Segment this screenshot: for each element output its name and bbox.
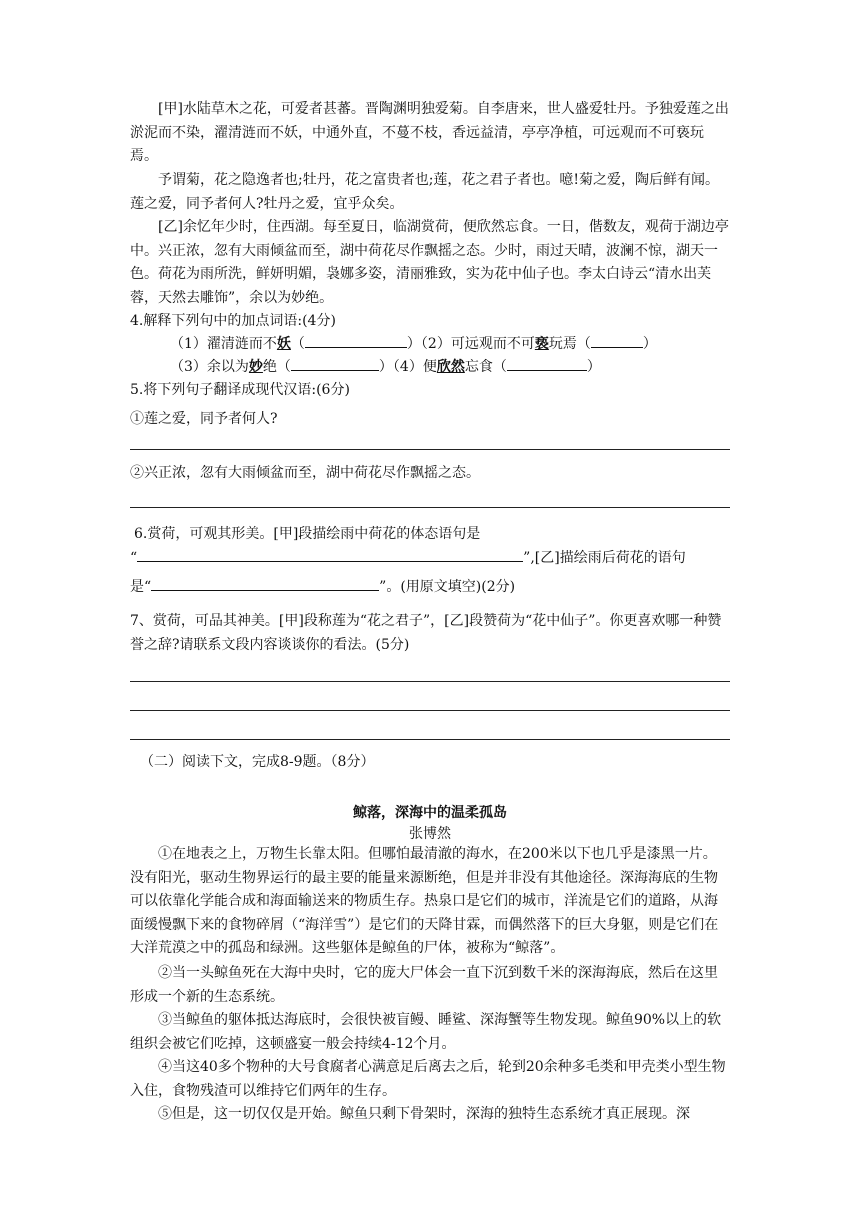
q4-item-1-open-paren: （ bbox=[290, 336, 305, 352]
q4-item-3-blank[interactable] bbox=[291, 370, 379, 371]
q4-item-3-prefix: （3）余以为 bbox=[170, 359, 249, 375]
q6-blank-2[interactable] bbox=[151, 590, 379, 591]
section-2-heading: （二）阅读下文，完成8-9题。（8分） bbox=[140, 754, 375, 770]
q4-item-2-prefix: （2）可远观而不可 bbox=[420, 336, 535, 352]
article-paragraph-2: ②当一头鲸鱼死在大海中央时，它的庞大尸体会一直下沉到数千米的深海海底，然后在这里形成一个新的生态系统。 bbox=[130, 965, 718, 1005]
question-6-line-2 bbox=[130, 547, 730, 571]
question-6-line-3 bbox=[130, 576, 730, 600]
question-4-stem: 4.解释下列句中的加点词语:(4分) bbox=[130, 313, 336, 329]
question-7-text: 7、赏荷，可品其神美。[甲]段称莲为“花之君子”，[乙]段赞荷为“花中仙子”。你更喜欢哪一种赞誉之辞?请联系文段内容谈谈你的看法。(5分) bbox=[130, 613, 722, 653]
q4-item-4-keyword: 欣然 bbox=[436, 359, 465, 375]
q4-item-2-suffix: 玩焉（ bbox=[548, 336, 591, 352]
answer-line-q7-1[interactable] bbox=[130, 681, 730, 682]
article-paragraph-1: ①在地表之上，万物生长靠太阳。但哪怕最清澈的海水，在200米以下也几乎是漆黑一片。没有阳光，驱动生物界运行的最主要的能量来源断绝，但是并非没有其他途径。深海海底的生物可以依靠化学能合成和海面输送来的物质生存。热泉口是它们的城市，洋流是它们的道路，从海面缓慢飘下来的食物碎屑（“海洋雪”）是它们的天降甘霖，而偶然落下的巨大身躯，则是它们在大洋荒漠之中的孤岛和绿洲。这些躯体是鲸鱼的尸体，被称为“鲸落”。 bbox=[130, 846, 719, 956]
q6-blank-1[interactable] bbox=[137, 561, 523, 562]
q6-mid-text: ”,[乙]描绘雨后荷花的语句 bbox=[523, 550, 686, 566]
answer-line-q7-2[interactable] bbox=[130, 710, 730, 711]
article-paragraph-5: ⑤但是，这一切仅仅是开始。鲸鱼只剩下骨架时，深海的独特生态系统才真正展现。深 bbox=[158, 1106, 690, 1122]
passage-b-paragraph-1: [乙]余忆年少时，住西湖。每至夏日，临湖赏荷，便欣然忘食。一日，偕数友，观荷于湖边亭中。兴正浓，忽有大雨倾盆而至，湖中荷花尽作飘摇之态。少时，雨过天晴，波澜不惊，湖天一色。荷花为雨所洗，鲜妍明媚，袅娜多姿，清丽雅致，实为花中仙子也。李太白诗云“清水出芙蓉，天然去雕饰”，余以为妙绝。 bbox=[130, 219, 729, 306]
q4-item-1-close-paren: ） bbox=[406, 336, 421, 352]
q4-item-1-blank[interactable] bbox=[305, 347, 407, 348]
question-5-stem: 5.将下列句子翻译成现代汉语:(6分) bbox=[130, 382, 350, 398]
q4-item-4-prefix: ）（4）便 bbox=[378, 359, 437, 375]
article-paragraph-3: ③当鲸鱼的躯体抵达海底时，会很快被盲鳗、睡鲨、深海蟹等生物发现。鲸鱼90%以上的软组织会被它们吃掉，这顿盛宴一般会持续4-12个月。 bbox=[130, 1012, 722, 1052]
q4-item-3-keyword: 妙 bbox=[248, 359, 263, 375]
q6-open-quote: “ bbox=[130, 550, 138, 566]
q4-item-2-keyword: 亵 bbox=[534, 336, 549, 352]
question-4-items-row-2 bbox=[170, 356, 730, 380]
question-6-line-1: 6.赏荷，可观其形美。[甲]段描绘雨中荷花的体态语句是 bbox=[134, 526, 481, 542]
q4-item-2-close: ） bbox=[642, 336, 657, 352]
answer-line-q5-2[interactable] bbox=[130, 507, 730, 508]
q6-line-3-suffix: ”。(用原文填空)(2分) bbox=[379, 579, 516, 595]
passage-a-paragraph-2: 予谓菊，花之隐逸者也;牡丹，花之富贵者也;莲，花之君子者也。噫!菊之爱，陶后鲜有闻。莲之爱，同予者何人?牡丹之爱，宜乎众矣。 bbox=[130, 172, 720, 212]
q6-line-3-prefix: 是“ bbox=[130, 579, 152, 595]
question-4-items-row-1 bbox=[170, 333, 730, 357]
question-5-sentence-1: ①莲之爱，同予者何人? bbox=[130, 411, 278, 427]
question-5-sentence-2: ②兴正浓，忽有大雨倾盆而至，湖中荷花尽作飘摇之态。 bbox=[130, 465, 480, 481]
q4-item-1-keyword: 妖 bbox=[276, 336, 291, 352]
q4-item-3-mid: 绝（ bbox=[262, 359, 291, 375]
q4-item-4-mid: 忘食（ bbox=[464, 359, 507, 375]
q4-item-4-blank[interactable] bbox=[507, 370, 587, 371]
passage-a-paragraph-1: [甲]水陆草木之花，可爱者甚蕃。晋陶渊明独爱菊。自李唐来，世人盛爱牡丹。予独爱莲之出淤泥而不染，濯清涟而不妖，中通外直，不蔓不枝，香远益清，亭亭净植，可远观而不可亵玩焉。 bbox=[130, 101, 729, 164]
article-author: 张博然 bbox=[409, 826, 451, 842]
q4-item-2-blank[interactable] bbox=[591, 347, 643, 348]
article-title: 鲸落，深海中的温柔孤岛 bbox=[353, 805, 507, 821]
answer-line-q5-1[interactable] bbox=[130, 449, 730, 450]
q4-item-1-prefix: （1）濯清涟而不 bbox=[170, 336, 277, 352]
article-paragraph-4: ④当这40多个物种的大号食腐者心满意足后离去之后，轮到20余种多毛类和甲壳类小型生物入住，食物残渣可以维持它们两年的生存。 bbox=[130, 1059, 726, 1099]
q4-item-4-close: ） bbox=[586, 359, 601, 375]
answer-line-q7-3[interactable] bbox=[130, 739, 730, 740]
